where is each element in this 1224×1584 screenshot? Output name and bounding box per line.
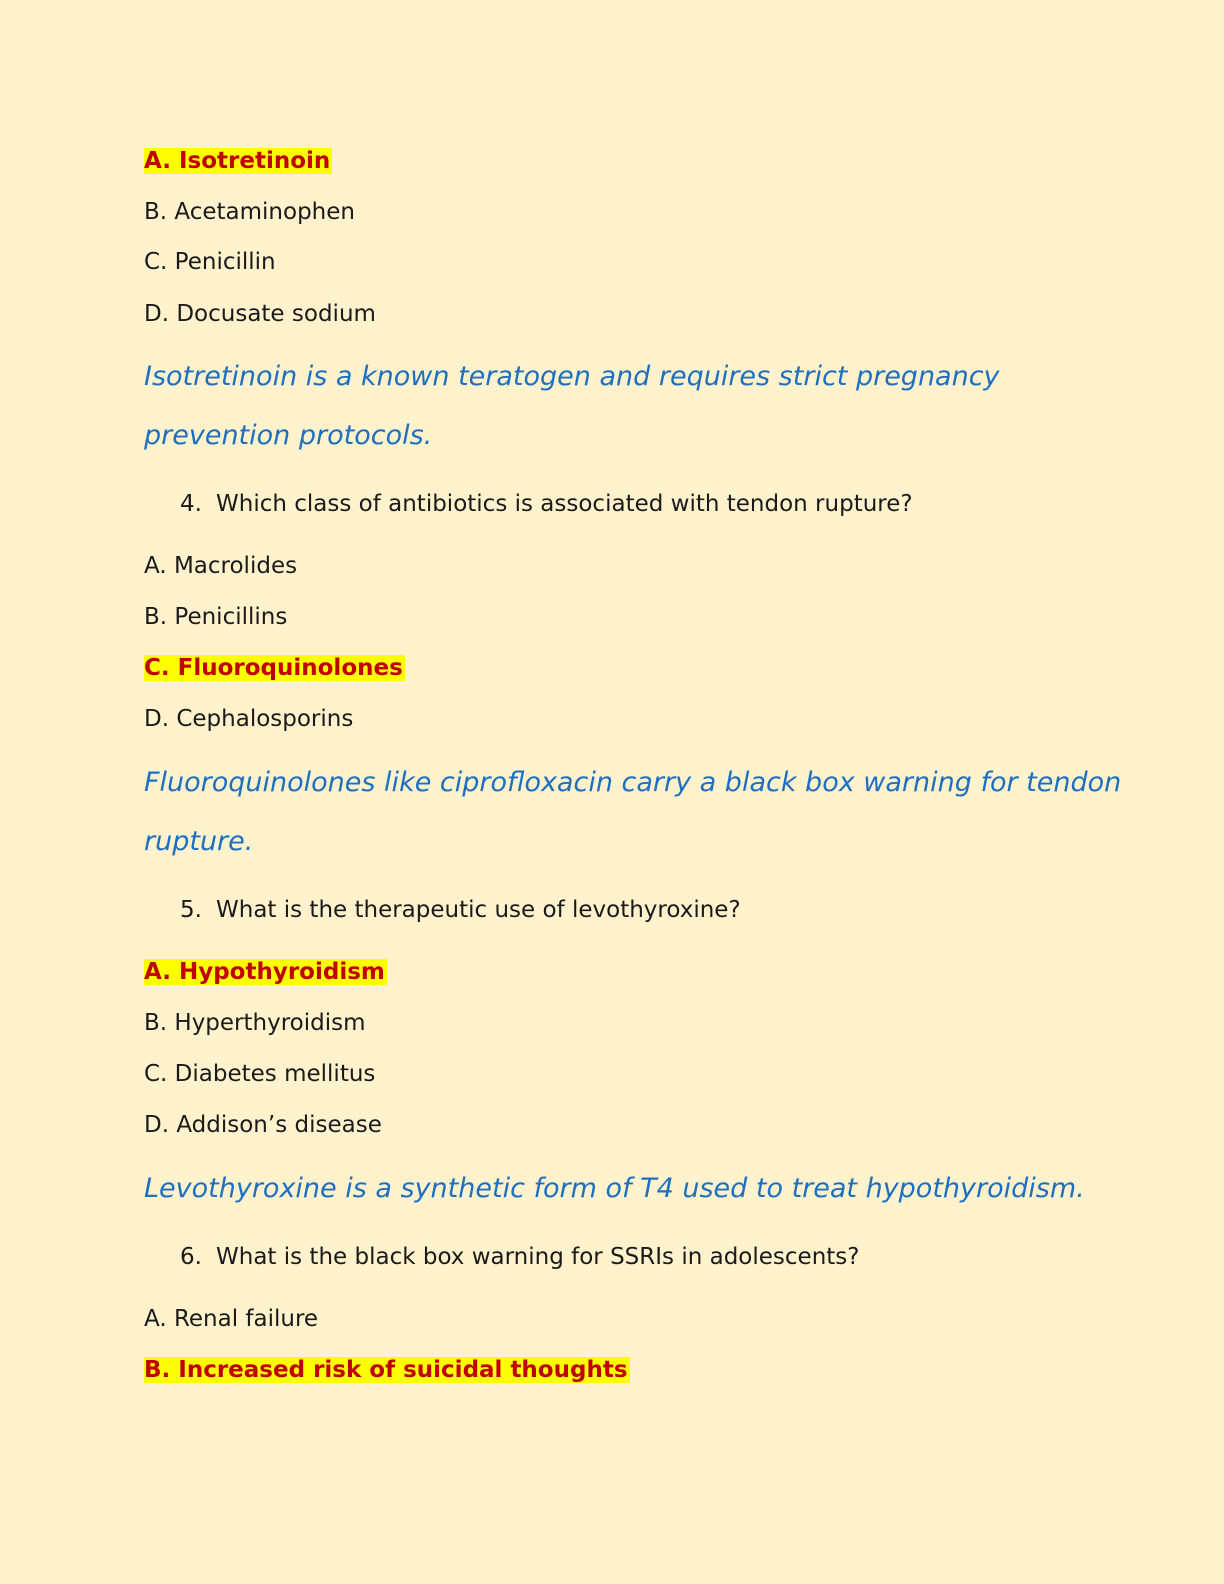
q6-option-b xyxy=(144,1355,630,1385)
q3-option-b: B. Acetaminophen xyxy=(144,199,355,225)
q3-explanation-line1: Isotretinoin is a known teratogen and requires strict pregnancy xyxy=(144,361,1000,392)
correct-answer-highlight: B. Increased risk of suicidal thoughts xyxy=(144,1357,628,1383)
q3-option-d: D. Docusate sodium xyxy=(144,301,376,327)
q5-option-a xyxy=(144,957,387,987)
q5-option-d: D. Addison’s disease xyxy=(144,1112,382,1138)
q4-question xyxy=(180,489,913,519)
q3-option-c: C. Penicillin xyxy=(144,249,276,275)
q4-number: 4. xyxy=(180,491,202,517)
correct-answer-highlight: A. Isotretinoin xyxy=(144,148,331,174)
q5-question-text: What is the therapeutic use of levothyroxine? xyxy=(216,897,741,923)
q4-option-a: A. Macrolides xyxy=(144,553,298,579)
q4-option-d: D. Cephalosporins xyxy=(144,706,354,732)
q3-option-a xyxy=(144,146,332,176)
correct-answer-highlight: C. Fluoroquinolones xyxy=(144,655,403,681)
q5-option-b: B. Hyperthyroidism xyxy=(144,1010,366,1036)
q6-option-a: A. Renal failure xyxy=(144,1306,319,1332)
q3-explanation-line2: prevention protocols. xyxy=(144,420,433,451)
q4-option-b: B. Penicillins xyxy=(144,604,288,630)
q6-question xyxy=(180,1242,859,1272)
q4-question-text: Which class of antibiotics is associated with tendon rupture? xyxy=(216,491,913,517)
q5-option-c: C. Diabetes mellitus xyxy=(144,1061,376,1087)
q5-explanation: Levothyroxine is a synthetic form of T4 used to treat hypothyroidism. xyxy=(144,1173,1085,1204)
q6-number: 6. xyxy=(180,1244,202,1270)
correct-answer-highlight: A. Hypothyroidism xyxy=(144,959,385,985)
q4-explanation-line2: rupture. xyxy=(144,826,254,857)
q5-number: 5. xyxy=(180,897,202,923)
q4-option-c xyxy=(144,653,405,683)
q6-question-text: What is the black box warning for SSRIs in adolescents? xyxy=(216,1244,860,1270)
q5-question xyxy=(180,895,741,925)
q4-explanation-line1: Fluoroquinolones like ciprofloxacin carry a black box warning for tendon xyxy=(144,767,1122,798)
